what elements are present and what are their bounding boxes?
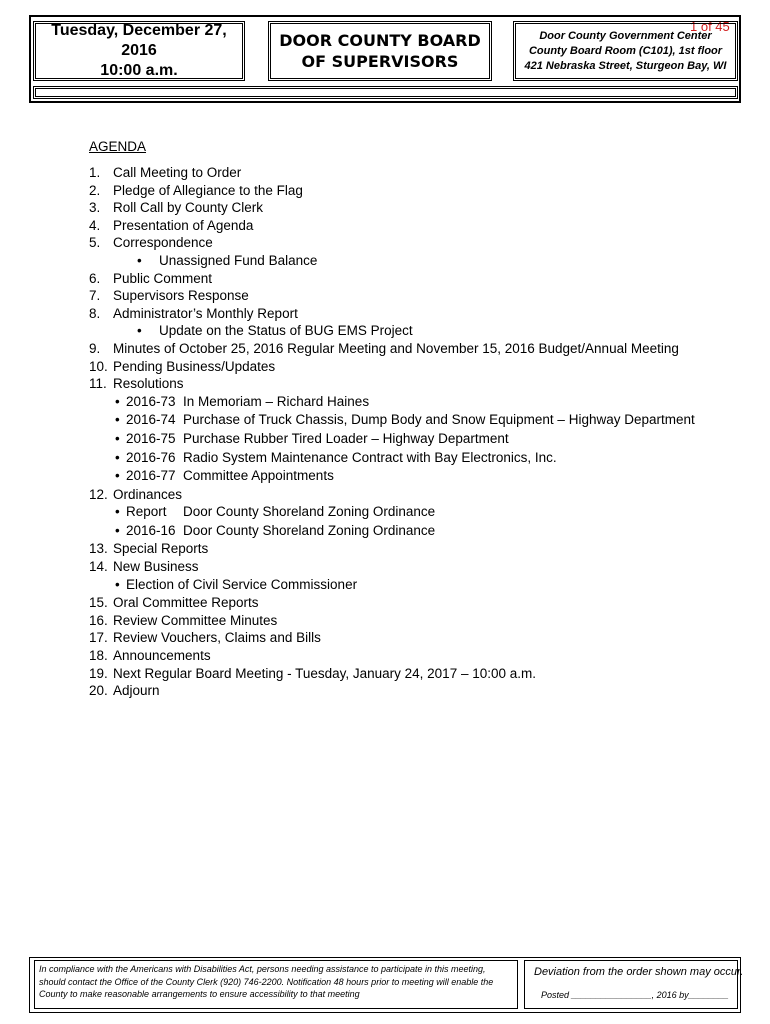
bullet-icon: • [115,449,120,465]
meeting-time: 10:00 a.m. [100,62,178,79]
agenda-item: 1. Call Meeting to Order [89,165,242,180]
bullet-icon: • [115,522,120,538]
agenda-subitem: • Update on the Status of BUG EMS Project [137,323,413,339]
bullet-icon: • [115,430,120,446]
agenda-item: 12. Ordinances [89,486,183,502]
location-building: Door County Government Center [539,29,712,42]
ordinance-item: • 2016-16 Door County Shoreland Zoning Ordinance [89,522,749,541]
agenda-item: 6. Public Comment [89,270,213,286]
new-business-item: • Election of Civil Service Commissioner [89,576,749,595]
resolution-item: • 2016-74 Purchase of Truck Chassis, Dump Body and Snow Equipment – Highway Department [89,411,749,430]
resolution-item: • 2016-73 In Memoriam – Richard Haines [89,393,749,412]
bullet-icon: • [115,393,120,409]
agenda-item: 17. Review Vouchers, Claims and Bills [89,630,321,646]
agenda-heading: AGENDA [89,139,147,154]
bullet-icon: • [137,252,142,268]
agenda-item: 3. Roll Call by County Clerk [89,200,264,216]
agenda-item: 2. Pledge of Allegiance to the Flag [89,182,303,198]
ada-notice-line: County to make reasonable arrangements to ensure accessibility to that meeting [39,989,360,999]
agenda-item: 4. Presentation of Agenda [89,217,254,233]
agenda-item: 11. Resolutions [89,376,184,392]
agenda-item: 16. Review Committee Minutes [89,612,278,628]
agenda-item: 15. Oral Committee Reports [89,595,259,611]
header-rule-bar [33,86,738,99]
agenda-item: 18. Announcements [89,648,211,664]
bullet-icon: • [137,323,142,339]
resolution-item: • 2016-76 Radio System Maintenance Contract with Bay Electronics, Inc. [89,449,749,468]
meeting-location-box [513,21,738,81]
resolution-item: • 2016-75 Purchase Rubber Tired Loader – Highway Department [89,430,749,449]
page-counter: 1 of 45 [690,19,730,34]
agenda-subitem: • Unassigned Fund Balance [137,252,318,268]
deviation-notice: Deviation from the order shown may occur. [534,966,744,978]
agenda-item: 5. Correspondence [89,235,213,251]
agenda-item: 7. Supervisors Response [89,288,249,304]
posted-line: Posted ________________, 2016 by________ [541,990,729,1000]
meeting-datetime-box [33,21,245,81]
bullet-icon: • [115,576,120,592]
board-title-line1: DOOR COUNTY BOARD [279,31,481,50]
agenda-item: 20. Adjourn [89,683,160,699]
agenda-item: 19. Next Regular Board Meeting - Tuesday, January 24, 2017 – 10:00 a.m. [89,665,536,681]
ada-notice-line: In compliance with the Americans with Disabilities Act, persons needing assistance to participate in this meeting, [39,964,486,974]
location-address: 421 Nebraska Street, Sturgeon Bay, WI [524,59,727,72]
agenda-item: 14. New Business [89,559,199,575]
board-title-box [268,21,492,81]
agenda-item: 10. Pending Business/Updates [89,358,276,374]
ada-notice-line: should contact the Office of the County Clerk (920) 746-2200. Notification 48 hours prior to meeting will enable the [39,976,494,987]
ordinance-item: • Report Door County Shoreland Zoning Ordinance [89,503,749,522]
agenda-item: 8. Administrator’s Monthly Report [89,305,298,321]
meeting-date: Tuesday, December 27, 2016 [51,22,227,59]
posting-box [524,960,744,1009]
agenda-item: 9. Minutes of October 25, 2016 Regular Meeting and November 15, 2016 Budget/Annual Meeting [89,340,679,356]
bullet-icon: • [115,468,120,484]
board-title-line2: OF SUPERVISORS [301,52,459,71]
bullet-icon: • [115,504,120,520]
resolution-item: • 2016-77 Committee Appointments [89,467,749,486]
agenda-list [89,164,749,700]
location-room: County Board Room (C101), 1st floor [528,44,723,57]
agenda-item: 13. Special Reports [89,541,209,557]
ada-notice [34,960,518,1009]
bullet-icon: • [115,412,120,428]
